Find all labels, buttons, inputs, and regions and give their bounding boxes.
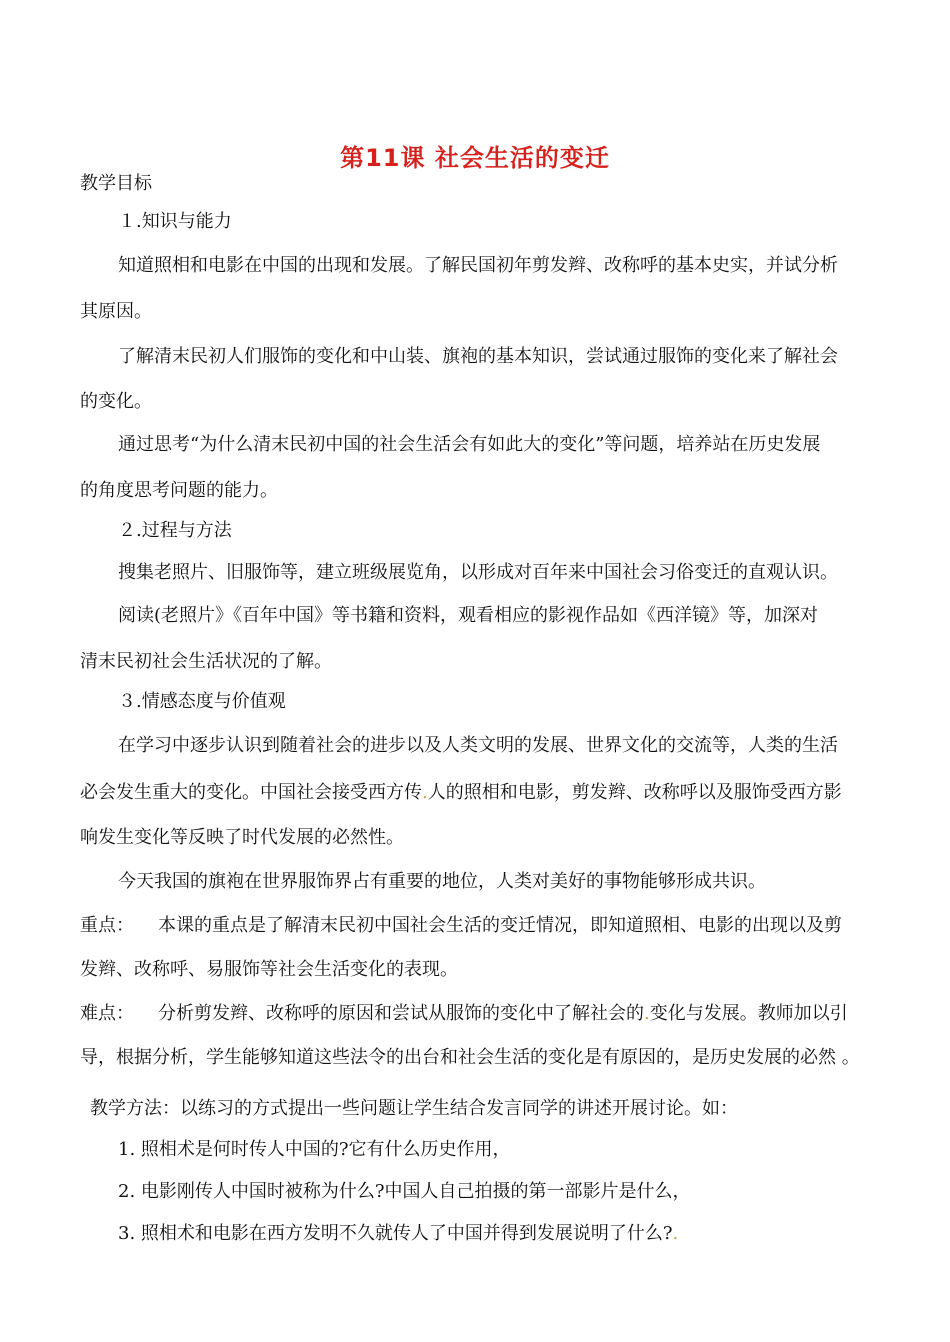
question-item: 1. 照相术是何时传人中国的?它有什么历史作用， <box>118 1139 511 1160</box>
paragraph-line: 今天我国的旗袍在世界服饰界占有重要的地位，人类对美好的事物能够形成共识。 <box>118 871 766 892</box>
mark-dot: . <box>422 782 428 803</box>
paragraph-line: 清末民初社会生活状况的了解。 <box>80 651 332 672</box>
paragraph-line: 通过思考“为什么清末民初中国的社会生活会有如此大的变化”等问题，培养站在历史发展 <box>118 434 821 455</box>
paragraph-line: 其原因。 <box>80 301 152 322</box>
key-line: 发辫、改称呼、易服饰等社会生活变化的表现。 <box>80 959 458 980</box>
text-segment: 3. 照相术和电影在西方发明不久就传人了中国并得到发展说明了什么? <box>118 1223 673 1244</box>
paragraph-line: 知道照相和电影在中国的出现和发展。了解民国初年剪发辫、改称呼的基本史实，并试分析 <box>118 255 838 276</box>
paragraph-line <box>80 781 842 805</box>
text-segment: 变化与发展。教师加以引 <box>649 1003 848 1024</box>
text-segment: 必会发生重大的变化。中国社会接受西方传 <box>80 782 422 803</box>
paragraph-line: 响发生变化等反映了时代发展的必然性。 <box>80 827 404 848</box>
paragraph-line: 在学习中逐步认识到随着社会的进步以及人类文明的发展、世界文化的交流等，人类的生活 <box>118 735 838 756</box>
paragraph-line: 阅读(老照片》《百年中国》等书籍和资料，观看相应的影视作品如《西洋镜》等，加深对 <box>118 605 819 626</box>
question-item: 2. 电影刚传人中国时被称为什么?中国人自己拍摄的第一部影片是什么， <box>118 1181 691 1202</box>
mark-dot: . <box>644 1003 650 1024</box>
page-title: 第11课 社会生活的变迁 <box>340 144 610 172</box>
difficulty-label: 难点： <box>80 1003 134 1024</box>
key-label: 重点： <box>80 915 134 936</box>
paragraph-line: 了解清末民初人们服饰的变化和中山装、旗袍的基本知识，尝试通过服饰的变化来了解社会 <box>118 346 838 367</box>
paragraph-line: 的角度思考问题的能力。 <box>80 480 278 501</box>
objectives-heading: 教学目标 <box>80 173 152 194</box>
text-segment: 人的照相和电影，剪发辫、改称呼以及服饰受西方影 <box>427 782 842 803</box>
key-line: 本课的重点是了解清末民初中国社会生活的变迁情况，即知道照相、电影的出现以及剪 <box>158 915 842 936</box>
section-1-heading: １.知识与能力 <box>118 211 232 232</box>
difficulty-line: 导，根据分析，学生能够知道这些法令的出台和社会生活的变化是有原因的，是历史发展的必然 。 <box>80 1047 860 1068</box>
paragraph-line: 的变化。 <box>80 391 152 412</box>
section-2-heading: ２.过程与方法 <box>118 520 232 541</box>
difficulty-line <box>158 1002 848 1026</box>
method-intro: 教学方法：以练习的方式提出一些问题让学生结合发言同学的讲述开展讨论。如： <box>90 1098 738 1119</box>
text-segment: 分析剪发辫、改称呼的原因和尝试从服饰的变化中了解社会的 <box>158 1003 644 1024</box>
section-3-heading: ３.情感态度与价值观 <box>118 691 286 712</box>
mark-dot: . <box>672 1223 679 1244</box>
question-item <box>118 1222 678 1246</box>
paragraph-line: 搜集老照片、旧服饰等，建立班级展览角，以形成对百年来中国社会习俗变迁的直观认识。 <box>118 562 838 583</box>
